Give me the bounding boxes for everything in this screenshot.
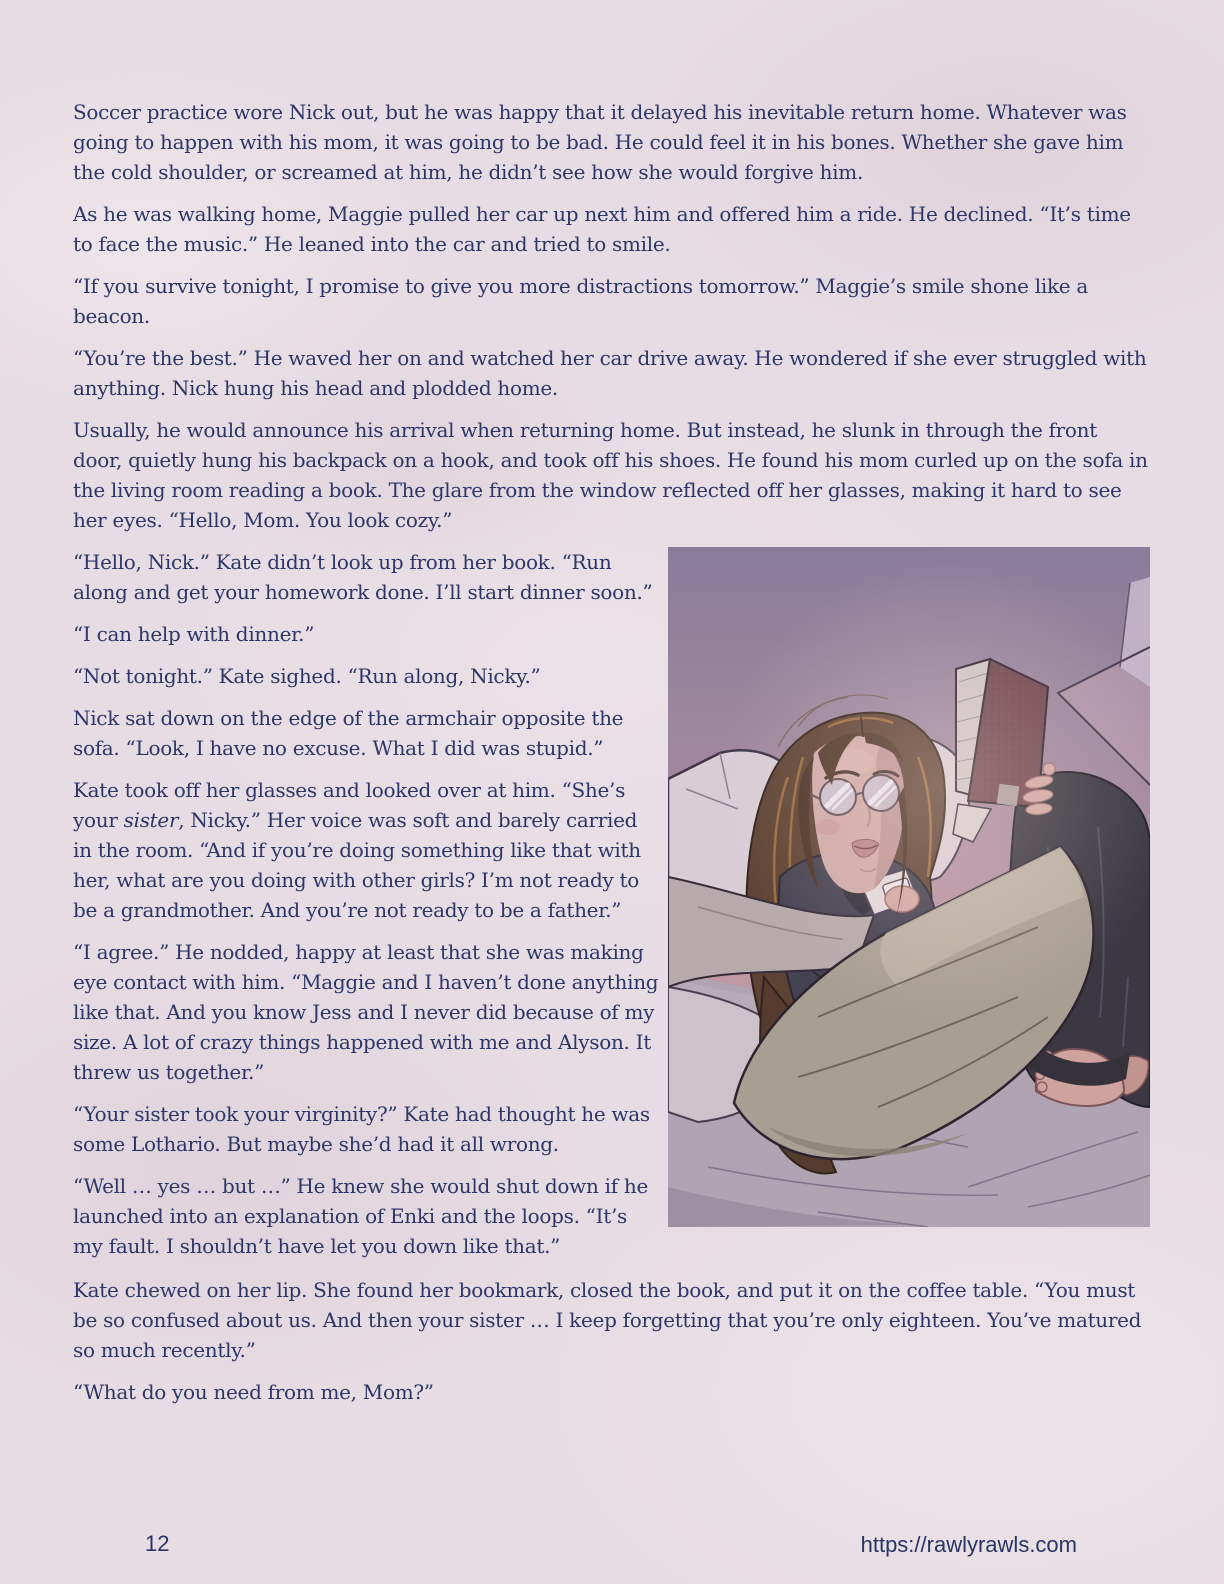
story-paragraph: “You’re the best.” He waved her on and watched her car drive away. He wondered if she ever struggled with anything. Nick hung his head and plodded home. xyxy=(73,346,1147,400)
reading-woman-illustration xyxy=(668,547,1150,1227)
text-and-image-row xyxy=(73,547,1150,1273)
story-paragraph: As he was walking home, Maggie pulled her car up next him and offered him a ride. He declined. “It’s time to face the music.” He leaned into the car and tried to smile. xyxy=(73,202,1131,256)
story-paragraph: Soccer practice wore Nick out, but he was happy that it delayed his inevitable return home. Whatever was going to happen with his mom, it was going to be bad. He could feel it in his bones. Whether she gave him the cold shoulder, or screamed at him, he didn’t see how she would forgive him. xyxy=(73,100,1127,184)
story-paragraph: “Not tonight.” Kate sighed. “Run along, Nicky.” xyxy=(73,664,541,688)
story-paragraph: “If you survive tonight, I promise to give you more distractions tomorrow.” Maggie’s smile shone like a beacon. xyxy=(73,274,1089,328)
story-paragraph: “I agree.” He nodded, happy at least that she was making eye contact with him. “Maggie and I haven’t done anything like that. And you know Jess and I never did because of my size. A lot of crazy things happened with me and Alyson. It threw us together.” xyxy=(73,940,659,1084)
story-paragraph: “Well … yes … but …” He knew she would shut down if he launched into an explanation of Enki and the loops. “It’s my fault. I shouldn’t have let you down like that.” xyxy=(73,1174,649,1258)
story-column xyxy=(73,547,661,1273)
italic-word: sister xyxy=(123,808,179,832)
story-paragraph: “Your sister took your virginity?” Kate had thought he was some Lothario. But maybe she’d had it all wrong. xyxy=(73,1102,650,1156)
story-paragraph: Nick sat down on the edge of the armchair opposite the sofa. “Look, I have no excuse. What I did was stupid.” xyxy=(73,706,624,760)
story-paragraph: Kate chewed on her lip. She found her bookmark, closed the book, and put it on the coffee table. “You must be so confused about us. And then your sister … I keep forgetting that you’re only eighteen. You’ve matured so much recently.” xyxy=(73,1278,1142,1362)
page-number: 12 xyxy=(145,1531,170,1556)
site-url-link[interactable]: https://rawlyrawls.com xyxy=(860,1532,1077,1557)
story-paragraph: Usually, he would announce his arrival when returning home. But instead, he slunk in through the front door, quietly hung his backpack on a hook, and took off his shoes. He found his mom curled up on the sofa in the living room reading a book. The glare from the window reflected off her glasses, making it hard to see her eyes. “Hello, Mom. You look cozy.” xyxy=(73,418,1148,532)
story-paragraph: “What do you need from me, Mom?” xyxy=(73,1380,434,1404)
story-paragraph: Kate took off her glasses and looked over at him. “She’s your sister, Nicky.” Her voice was soft and barely carried in the room. “And if you’re doing something like that with her, what are you doing with other girls? I’m not ready to be a grandmother. And you’re not ready to be a father.” xyxy=(73,778,641,922)
story-paragraph: “I can help with dinner.” xyxy=(73,622,315,646)
bottom-text-block xyxy=(73,1275,1150,1407)
story-paragraph: “Hello, Nick.” Kate didn’t look up from her book. “Run along and get your homework done. I’ll start dinner soon.” xyxy=(73,550,653,604)
